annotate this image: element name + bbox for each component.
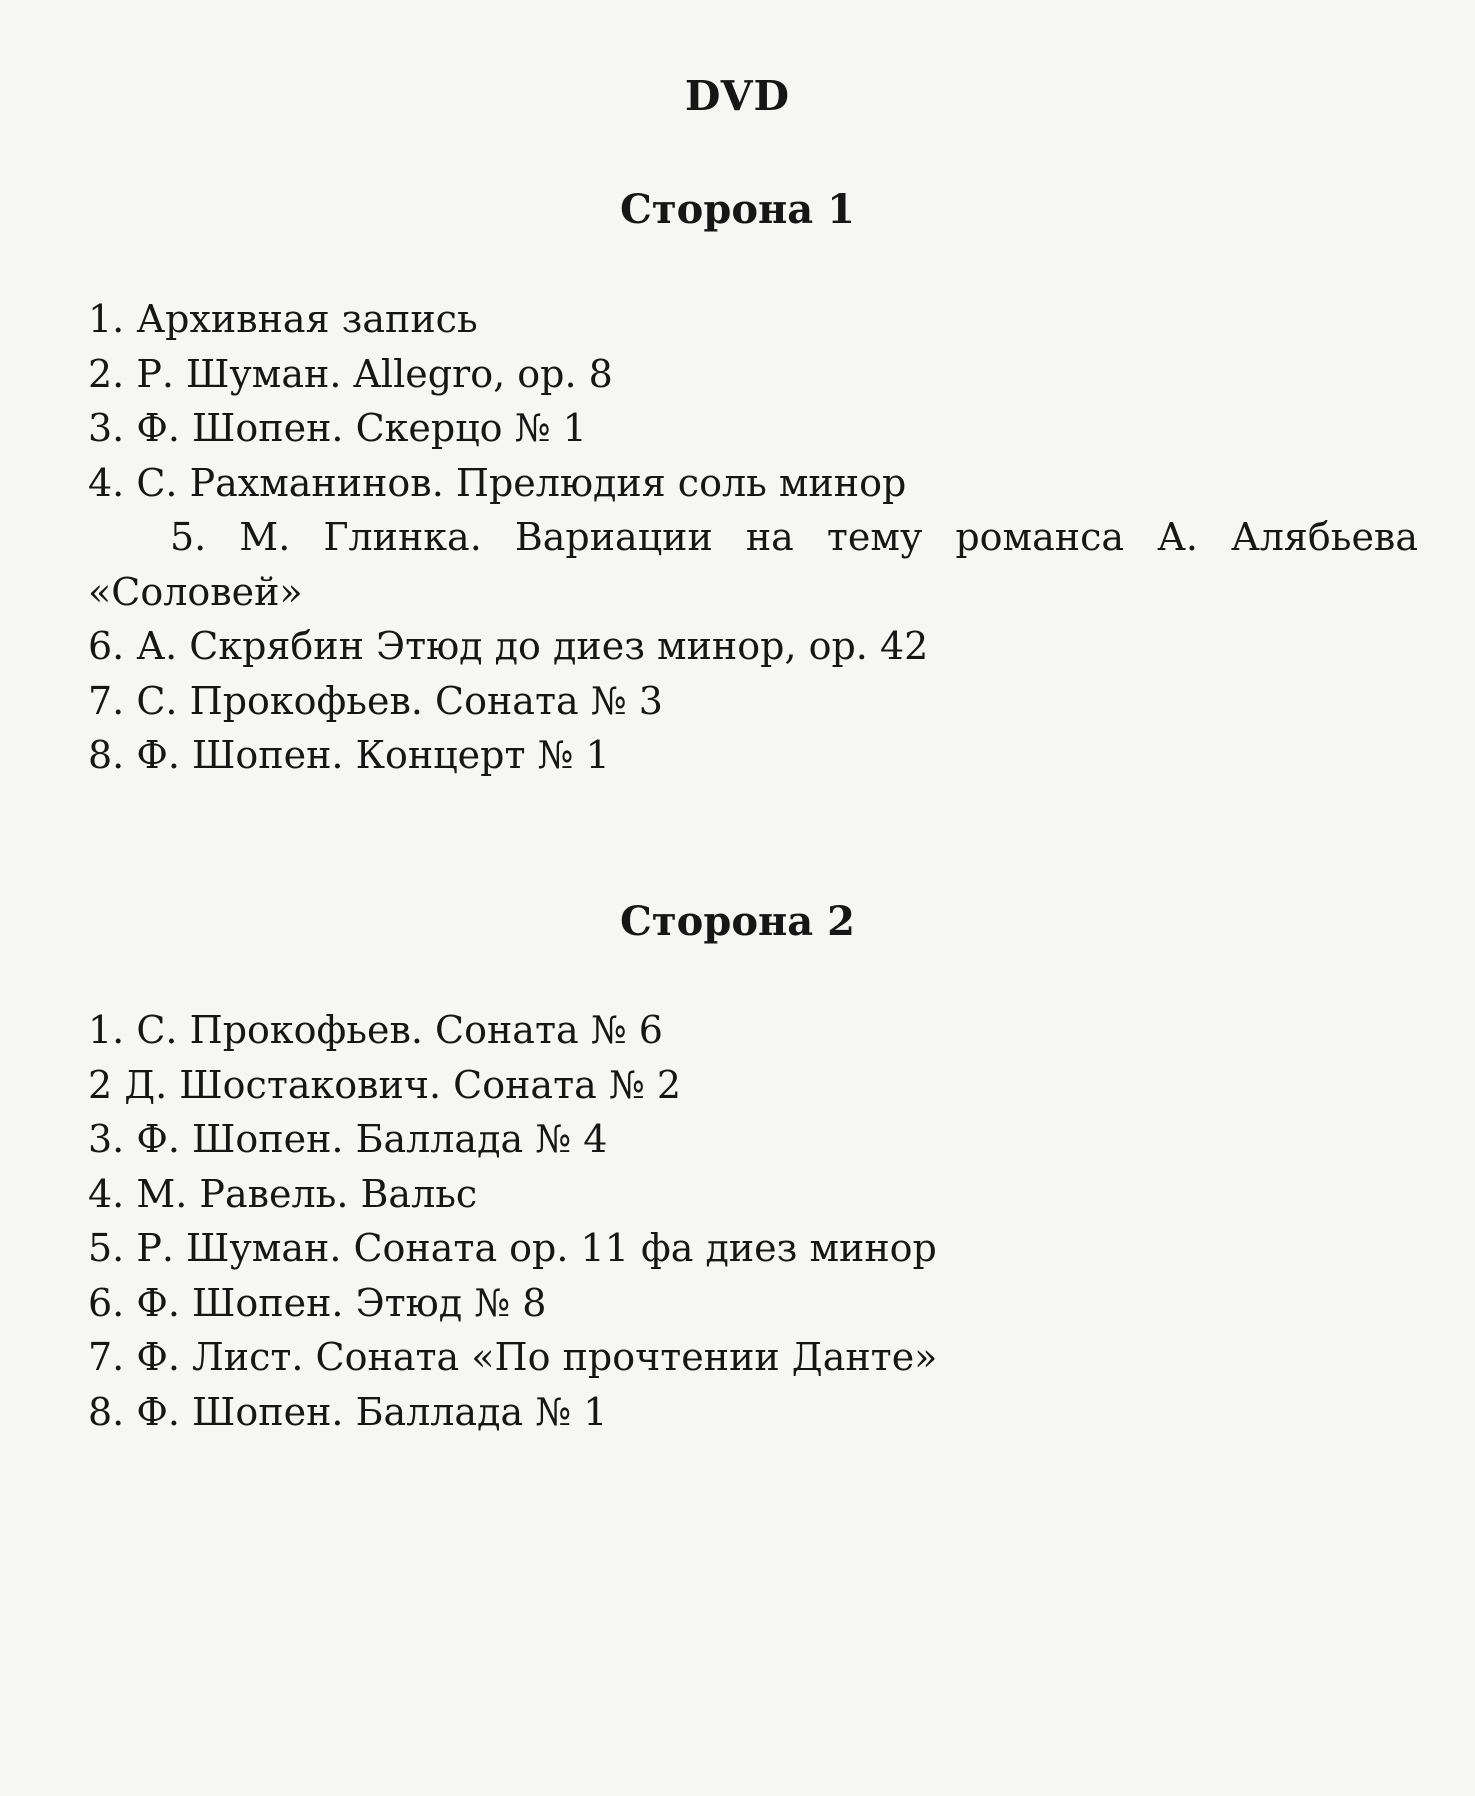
side-1-heading: Сторона 1 [620, 186, 855, 233]
list-item: 8. Ф. Шопен. Концерт № 1 [88, 733, 610, 777]
list-item: 4. М. Равель. Вальс [88, 1171, 478, 1216]
list-item: 3. Ф. Шопен. Скерцо № 1 [88, 406, 587, 450]
document-title: DVD [684, 72, 791, 120]
list-item: 6. Ф. Шопен. Этюд № 8 [88, 1280, 547, 1325]
list-item: 4. С. Рахманинов. Прелюдия соль минор [88, 460, 907, 505]
side-2-heading: Сторона 2 [620, 898, 855, 945]
side-2-track-list [88, 1003, 1418, 1439]
list-item: 5. Р. Шуман. Соната ор. 11 фа диез минор [88, 1226, 937, 1270]
list-item: 7. С. Прокофьев. Соната № 3 [88, 678, 663, 723]
list-item: 6. А. Скрябин Этюд до диез минор, ор. 42 [88, 624, 929, 668]
list-item: 7. Ф. Лист. Соната «По прочтении Данте» [88, 1335, 938, 1379]
list-item: 3. Ф. Шопен. Баллада № 4 [88, 1117, 608, 1161]
list-item: 5. М. Глинка. Вариации на тему романса А. Алябьева «Соловей» [88, 515, 1418, 614]
list-item: 2 Д. Шостакович. Соната № 2 [88, 1062, 682, 1107]
list-item: 2. Р. Шуман. Allegro, ор. 8 [88, 351, 613, 396]
list-item: 1. С. Прокофьев. Соната № 6 [88, 1008, 663, 1052]
list-item: 1. Архивная запись [88, 297, 478, 341]
list-item: 8. Ф. Шопен. Баллада № 1 [88, 1389, 608, 1434]
side-1-track-list [88, 292, 1418, 783]
